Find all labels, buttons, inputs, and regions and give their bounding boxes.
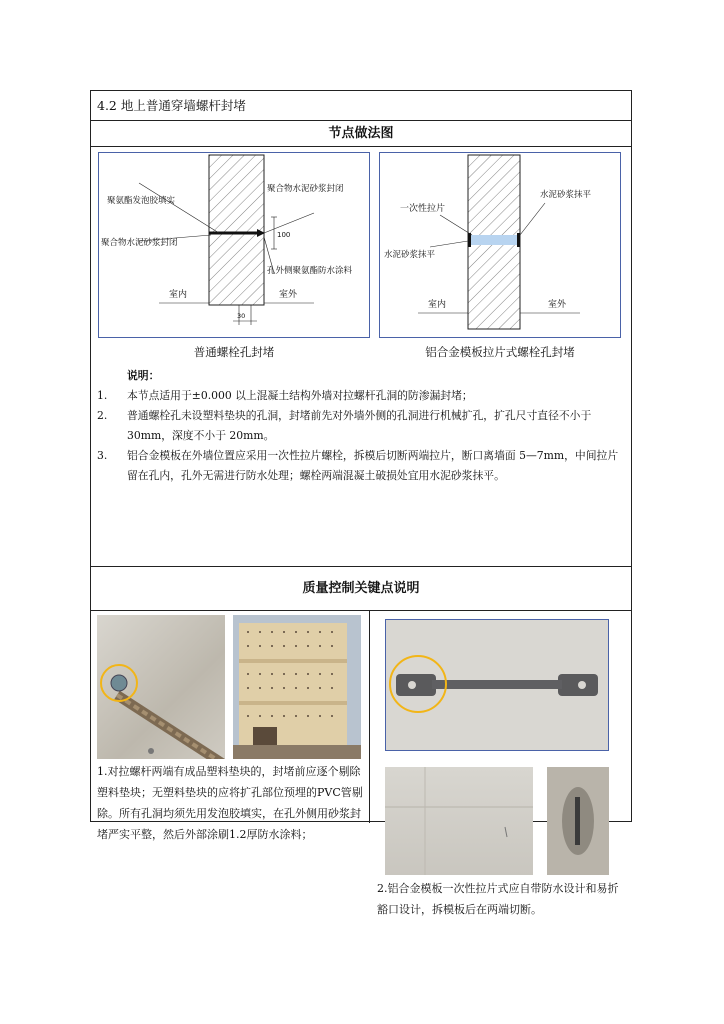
caption-aluminum-tie-hole: 铝合金模板拉片式螺栓孔封堵	[425, 345, 575, 359]
note-number: 2.	[97, 409, 108, 422]
diagram-section	[91, 147, 631, 567]
diagram-aluminum-tie-hole	[379, 152, 621, 338]
note-item	[97, 386, 625, 406]
label-foam: 聚氨酯发泡胶填实	[107, 196, 176, 206]
photo-tie-cut-closeup	[547, 767, 609, 875]
label-indoor-r: 室内	[428, 300, 447, 310]
note-number: 1.	[97, 389, 108, 402]
photo-building-facade	[233, 615, 361, 759]
note-text: 本节点适用于±0.000 以上混凝土结构外墙对拉螺杆孔洞的防渗漏封堵；	[127, 389, 473, 402]
label-outdoor: 室外	[279, 290, 298, 300]
caption-ordinary-bolt-hole: 普通螺栓孔封堵	[193, 345, 275, 359]
note-text: 普通螺栓孔未设塑料垫块的孔洞，封堵前先对外墙外侧的孔洞进行机械扩孔，扩孔尺寸直径不小于 30mm，深度不小于 20mm。	[127, 409, 592, 442]
dim-100: 100	[277, 231, 291, 239]
section-header-node-drawings: 节点做法图	[91, 121, 631, 147]
notes-block	[97, 366, 625, 486]
diagram-ordinary-bolt-hole	[98, 152, 370, 338]
note-item	[97, 406, 625, 446]
section-header-quality-control: 质量控制关键点说明	[91, 567, 631, 611]
label-tie: 一次性拉片	[400, 204, 446, 214]
label-mortar-right: 聚合物水泥砂浆封闭	[267, 184, 344, 194]
note-number: 3.	[97, 449, 108, 462]
label-coating: 孔外侧聚氨酯防水涂料	[267, 266, 353, 276]
label-mortar-in: 水泥砂浆抹平	[384, 250, 436, 260]
label-mortar-out: 水泥砂浆抹平	[540, 190, 592, 200]
photo-drilling-hole	[97, 615, 225, 759]
photo-wall-surface	[385, 767, 533, 875]
document-table	[90, 90, 632, 916]
label-indoor: 室内	[169, 290, 188, 300]
quality-section	[91, 611, 631, 841]
dim-30: 30	[237, 312, 246, 320]
quality-text-right: 2.铝合金模板一次性拉片式应自带防水设计和易折豁口设计，拆模板后在两端切断。	[377, 882, 619, 916]
column-divider	[369, 611, 370, 823]
notes-label: 说明：	[127, 369, 160, 382]
note-text: 铝合金模板在外墙位置应采用一次性拉片螺栓，拆模后切断两端拉片，断口离墙面 5—7mm，中间拉片留在孔内，孔外无需进行防水处理；螺栓两端混凝土破损处宜用水泥砂浆抹平。	[127, 449, 619, 482]
label-mortar-left: 聚合物水泥砂浆封闭	[101, 238, 178, 248]
note-item	[97, 446, 625, 486]
page-title: 4.2 地上普通穿墙螺杆封堵	[91, 91, 631, 121]
photo-aluminum-tie-strip	[385, 619, 609, 751]
quality-text-left: 1.对拉螺杆两端有成品塑料垫块的，封堵前应逐个剔除塑料垫块；无塑料垫块的应将扩孔部位预埋的PVC管剔除。所有孔洞均须先用发泡胶填实，在孔外侧用砂浆封堵严实平整，然后外部涂刷1.2厚防水涂料；	[97, 765, 363, 841]
label-outdoor-r: 室外	[548, 300, 567, 310]
